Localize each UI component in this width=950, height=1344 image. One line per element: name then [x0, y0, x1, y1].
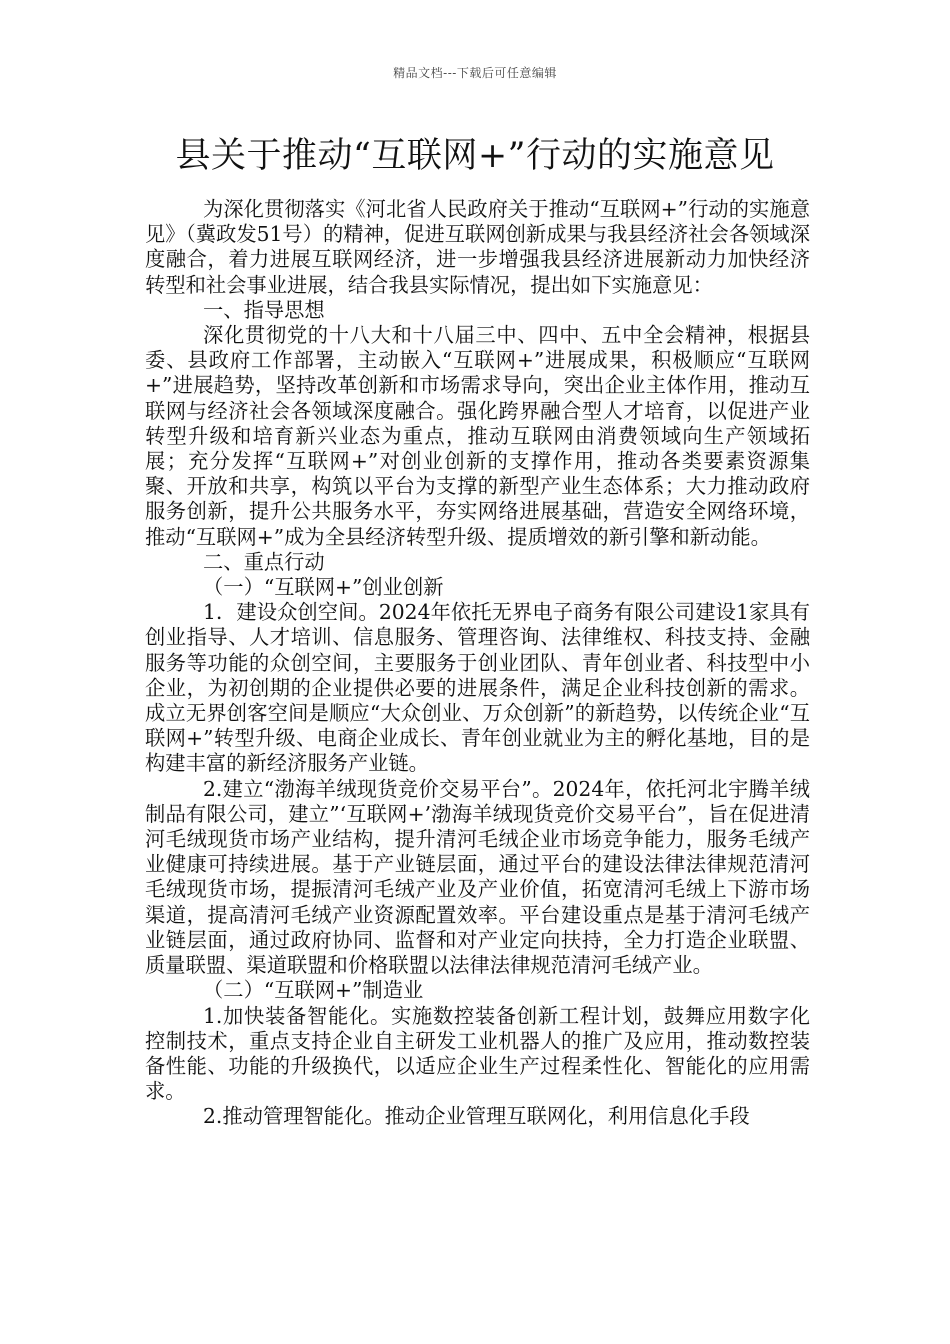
body-paragraph: 2.推动管理智能化。推动企业管理互联网化，利用信息化手段 [203, 1104, 750, 1129]
document-title: 县关于推动“互联网+”行动的实施意见 [175, 136, 775, 176]
body-paragraph: 1．建设众创空间。2024年依托无界电子商务有限公司建设1家具有创业指导、人才培训、信息服务、管理咨询、法律维权、科技支持、金融服务等功能的众创空间，主要服务于创业团队、青年创业者、科技型中小企业，为初创期的企业提供必要的进展条件，满足企业科技创新的需求。成立无界创客空间是顺应“大众创业、万众创新”的新趋势，以传统企业“互联网+”转型升级、电商企业成长、青年创业就业为主的孵化基地，目的是构建丰富的新经济服务产业链。 [145, 600, 810, 776]
page-header: 精品文档---下载后可任意编辑 [393, 66, 557, 80]
subsection-heading-1: （一）“互联网+”创业创新 [203, 575, 444, 600]
body-paragraph: 1.加快装备智能化。实施数控装备创新工程计划，鼓舞应用数字化控制技术，重点支持企业自主研发工业机器人的推广及应用，推动数控装备性能、功能的升级换代，以适应企业生产过程柔性化、智能化的应用需求。 [145, 1003, 810, 1104]
section-heading-2: 二、重点行动 [203, 549, 325, 574]
section-heading-1: 一、指导思想 [203, 297, 325, 322]
body-paragraph: 深化贯彻党的十八大和十八届三中、四中、五中全会精神，根据县委、县政府工作部署，主动嵌入“互联网+”进展成果，积极顺应“互联网+”进展趋势，坚持改革创新和市场需求导向，突出企业主体作用，推动互联网与经济社会各领域深度融合。强化跨界融合型人才培育，以促进产业转型升级和培育新兴业态为重点，推动互联网由消费领域向生产领域拓展；充分发挥“互联网+”对创业创新的支撑作用，推动各类要素资源集聚、开放和共享，构筑以平台为支撑的新型产业生态体系；大力推动政府服务创新，提升公共服务水平，夯实网络进展基础，营造安全网络环境，推动“互联网+”成为全县经济转型升级、提质增效的新引擎和新动能。 [145, 323, 810, 549]
subsection-heading-2: （二）“互联网+”制造业 [203, 978, 424, 1003]
document-body [145, 197, 810, 1130]
intro-paragraph: 为深化贯彻落实《河北省人民政府关于推动“互联网+”行动的实施意见》（冀政发51号）的精神，促进互联网创新成果与我县经济社会各领域深度融合，着力进展互联网经济，进一步增强我县经济进展新动力加快经济转型和社会事业进展，结合我县实际情况，提出如下实施意见： [145, 197, 810, 297]
body-paragraph: 2.建立“渤海羊绒现货竞价交易平台”。2024年，依托河北宇腾羊绒制品有限公司，建立”‘互联网+’渤海羊绒现货竞价交易平台”，旨在促进清河毛绒现货市场产业结构，提升清河毛绒企业市场竞争能力，服务毛绒产业健康可持续进展。基于产业链层面，通过平台的建设法律法律规范清河毛绒现货市场，提振清河毛绒产业及产业价值，拓宽清河毛绒上下游市场渠道，提高清河毛绒产业资源配置效率。平台建设重点是基于清河毛绒产业链层面，通过政府协同、监督和对产业定向扶持，全力打造企业联盟、质量联盟、渠道联盟和价格联盟以法律法律规范清河毛绒产业。 [145, 776, 810, 978]
